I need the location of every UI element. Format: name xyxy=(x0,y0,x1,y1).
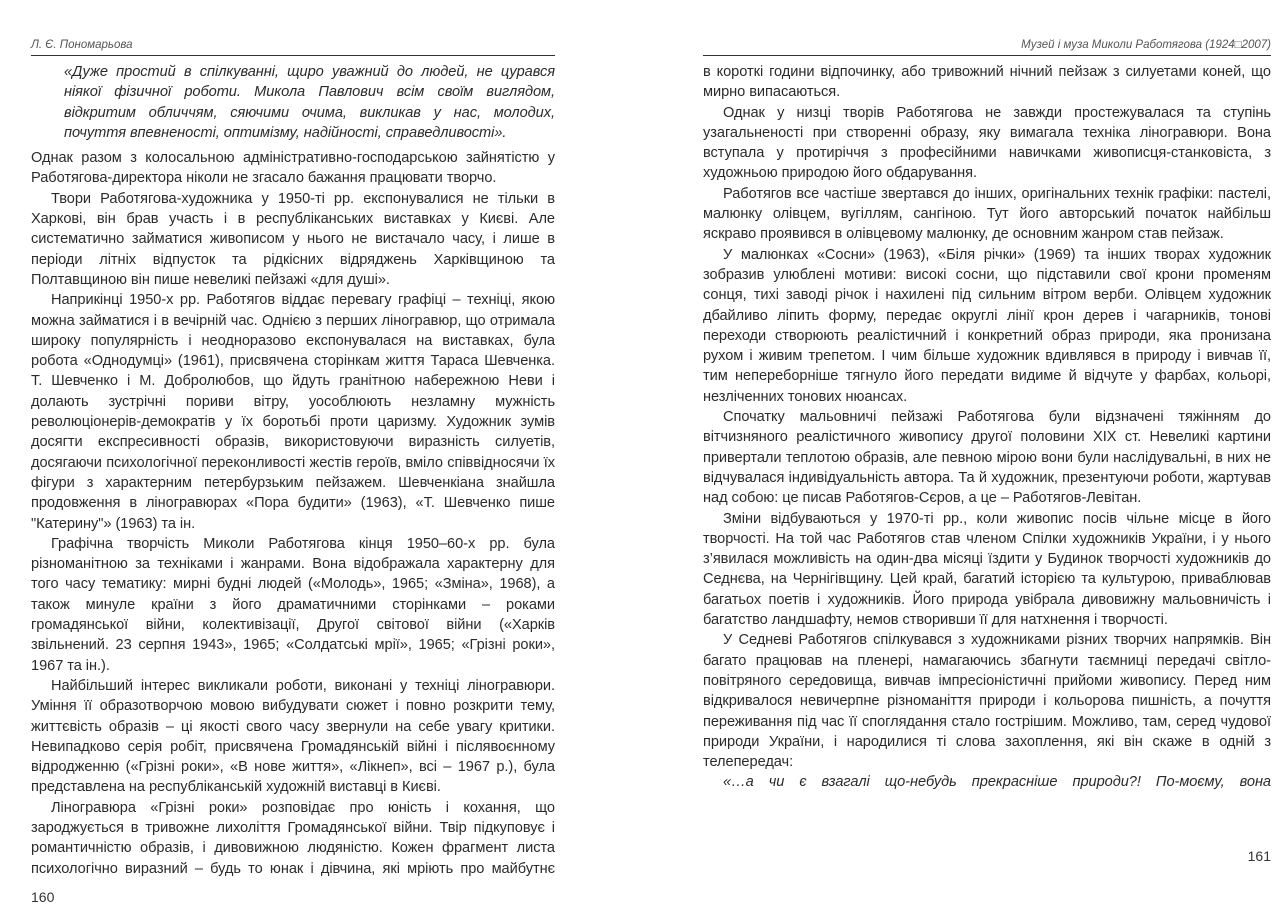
paragraph: Зміни відбуваються у 1970-ті рр., коли живопис посів чільне місце в його творчості. На той час Работягов став членом Спілки художників України, і у нього з’явилася можливість на один-два місяці їздити у Будинок творчості художників до Седнєва, на Чернігівщину. Цей край, багатий історією та культурою, приваблював багатьох поетів і художників. Його природа увібрала дивовижну мальовничість і багатство ландшафту, немов створивши її для натхнення і творчості. xyxy=(703,510,1271,629)
running-head-author: Л. Є. Пономарьова xyxy=(31,39,133,51)
running-head-title: Музей і муза Миколи Работягова (1924□2007) xyxy=(1021,39,1271,51)
paragraph: в короткі години відпочинку, або тривожний нічний пейзаж з силуетами коней, що мирно випасаються. xyxy=(703,64,1271,101)
paragraph: У малюнках «Сосни» (1963), «Біля річки» (1969) та інших творах художник зобразив улюблені мотиви: високі сосни, що підставили свої крони променям сонця, тихі заводі річок і нахилені під сильним вітром верби. Олівцем художник дбайливо ліпить форму, передає округлі лінії крон дерев і чагарників, тонові переходи створюють реалістичний і конкретний образ природи, яка пронизана рухом і живим трепетом. І чим більше художник вдивлявся в природу і вивчав її, тим непереборніше тягнуло його передати видиме й відчуте у фарбах, кольорі, незліченних тонових нюансах. xyxy=(703,246,1271,405)
paragraph: Твори Работягова-художника у 1950-ті рр. експонувалися не тільки в Харкові, він брав участь і в республіканських виставках у Києві. Але систематично займатися живописом у нього не вистачало часу, і лише в періоди літніх відпусток та рідкісних відряджень Харківщиною та Полтавщиною він пише невеликі пейзажі «для душі». xyxy=(31,190,555,288)
block-quote: «Дуже простий в спілкуванні, щиро уважний до людей, не цурався ніякої фізичної роботи. Микола Павлович всім своїм виглядом, відкритим обличчям, сяючими очима, викликав у нас, молодих, почуття впевненості, оптимізму, надійності, справедливості». xyxy=(64,64,555,141)
header-rule xyxy=(703,55,1271,56)
page-body xyxy=(31,62,555,879)
paragraph: Однак разом з колосальною адміністративно-господарською зайнятістю у Работягова-директора ніколи не згасало бажання працювати творчо. xyxy=(31,150,555,187)
header-rule xyxy=(31,55,555,56)
paragraph: Спочатку мальовничі пейзажі Работягова були відзначені тяжінням до вітчизняного реалістичного живопису другої половини XIX ст. Невеликі картини привертали теплотою образів, але певною мірою вони були наслідувальні, в них не відчувалася індивідуальність автора. Та й художник, презентуючи роботи, жартував над собою: це писав Работягов-Сєров, а це – Работягов-Левітан. xyxy=(703,409,1271,507)
paragraph: У Седневі Работягов спілкувався з художниками різних творчих напрямків. Він багато працював на пленері, намагаючись збагнути таємниці передачі світло-повітряного середовища, вивчав імпресіоністичні прийоми живопису. Перед ним відкривалося невичерпне різноманіття природи і кольорова пишність, а почуття переживання під час її споглядання стало гострішим. Можливо, там, серед чудової природи України, і народилися ті слова захоплення, які він скаже в одній з телепередач: xyxy=(703,632,1271,771)
page-body xyxy=(703,62,1271,793)
page-number: 161 xyxy=(1247,848,1271,864)
paragraph: Работягов все частіше звертався до інших, оригінальних технік графіки: пастелі, малюнку олівцем, вугіллям, сангіною. Тут його авторський початок найбільш яскраво проявився в олівцевому малюнку, де основним жанром став пейзаж. xyxy=(703,185,1271,243)
paragraph: Ліногравюра «Грізні роки» розповідає про юність і кохання, що зароджується в тривожне лихоліття Громадянської війни. Твір підкуповує і романтичністю образів, і дивовижною людяністю. Кожен фрагмент листа психологічно виразний – будь то юнак і дівчина, які мріють про майбутнє xyxy=(31,799,555,877)
paragraph: Наприкінці 1950-х рр. Работягов віддає перевагу графіці – техніці, якою можна займатися і в вечірній час. Однією з перших ліногравюр, що отримала широку популярність і неодноразово експонувалася на виставках, була робота «Однодумці» (1961), присвячена сторінкам життя Тараса Шевченка. Т. Шевченко і М. Добролюбов, що йдуть гранітною набережною Неви і долають зустрічні пориви вітру, уособлюють незламну мужність революціонерів-демократів у їх боротьбі проти царизму. Художник зумів досягти експресивності образів, використовуючи виразність силуетів, досягаючи психологічної переконливості жестів героїв, вміло співвідносячи їх фігури з характерним петербурзьким пейзажем. Шевченкіана знайшла продовження в ліногравюрах «Пора будити» (1963), «Т. Шевченко пише "Катерину"» (1963) та ін. xyxy=(31,292,555,532)
paragraph: Найбільший інтерес викликали роботи, виконані у техніці ліногравюри. Уміння її образотворчою мовою вибудувати сюжет і повно розкрити тему, життєвість образів – ці якості свого часу звернули на себе увагу критики. Невипадково серія робіт, присвячена Громадянській війні і післявоєнному відродженню («Грізні роки», «В нове життя», «Лікнеп», всі – 1967 р.), була представлена на республіканській художній виставці в Києві. xyxy=(31,677,555,796)
block-quote: «…а чи є взагалі що-небудь прекрасніше природи?! По-моєму, вона xyxy=(723,774,1271,791)
left-page xyxy=(31,38,555,905)
right-page xyxy=(703,38,1271,864)
paragraph: Однак у низці творів Работягова не завжди простежувалася та ступінь узагальненості при створенні образу, яку вимагала техніка ліногравюри. Вона вступала у протиріччя з професійними навичками живописця-станковіста, з художньою природою його обдарування. xyxy=(703,104,1271,182)
paragraph: Графічна творчість Миколи Работягова кінця 1950–60-х рр. була різноманітною за техніками і жанрами. Вона відображала характерну для того часу тематику: мирні будні людей («Молодь», 1965; «Зміна», 1968), а також минуле країни з його драматичними сторінками – роками громадянської війни, колективізації, Другої світової війни («Харків звільнений. 23 серпня 1943», 1965; «Солдатські мрії», 1965; «Грізні роки», 1967 та ін.). xyxy=(31,535,555,674)
page-number: 160 xyxy=(31,888,55,905)
